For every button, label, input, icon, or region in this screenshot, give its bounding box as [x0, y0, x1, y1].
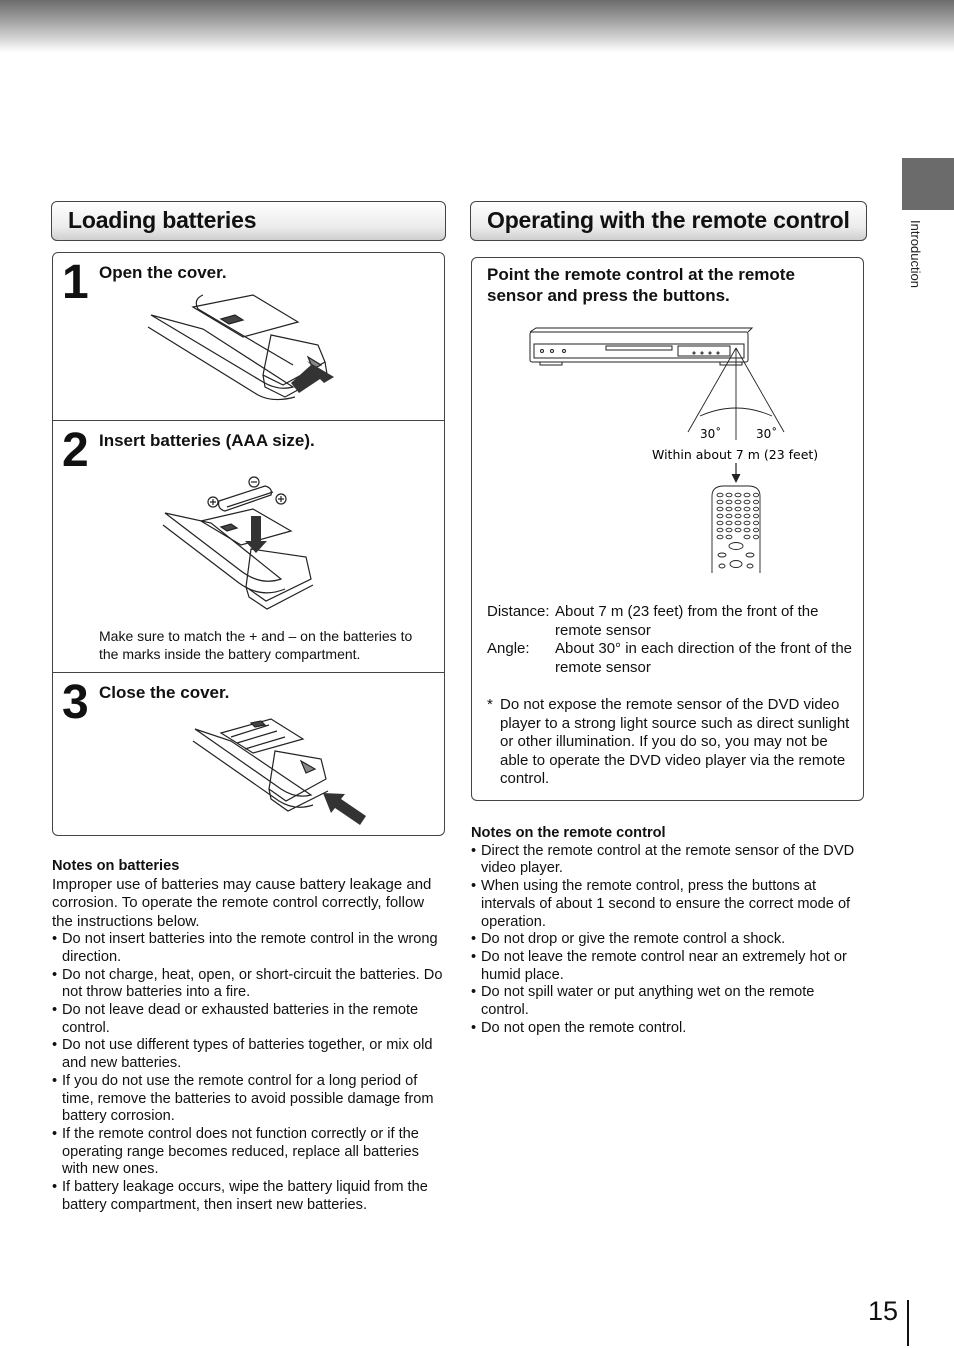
step-title: Close the cover. — [99, 683, 230, 702]
remote-notes-list — [471, 843, 866, 1038]
battery-notes-heading: Notes on batteries — [52, 858, 180, 874]
angle-label-left: 30˚ — [700, 427, 722, 441]
page-number: 15 — [868, 1296, 899, 1326]
remote-control-icon — [712, 486, 760, 573]
section-tab-marker — [902, 158, 954, 210]
list-item: • Do not use different types of batteries together, or mix old and new batteries. — [52, 1037, 447, 1072]
list-item: • Do not open the remote control. — [471, 1020, 866, 1038]
list-item: • If you do not use the remote control for a long period of time, remove the batteries to avoid possible damage from battery corrosion. — [52, 1073, 447, 1126]
remote-operation-heading: Point the remote control at the remote sensor and press the buttons. — [487, 265, 795, 305]
step-number: 1 — [62, 256, 89, 309]
remote-notes-heading: Notes on the remote control — [471, 825, 666, 841]
battery-steps — [52, 252, 445, 836]
angle-label-right: 30˚ — [756, 427, 778, 441]
step-title: Open the cover. — [99, 263, 227, 282]
list-item: • Do not charge, heat, open, or short-circuit the batteries. Do not throw batteries into a fire. — [52, 967, 447, 1002]
battery-polarity-note: Make sure to match the + and – on the batteries to the marks inside the battery compartment. — [99, 628, 413, 662]
loading-batteries-title: Loading batteries — [68, 207, 257, 233]
operating-remote-title: Operating with the remote control — [487, 207, 850, 233]
step-number: 2 — [62, 424, 89, 477]
remote-notes — [471, 825, 866, 1037]
angle-value: About 30° in each direction of the front of the remote sensor — [555, 640, 853, 676]
list-item: • Do not leave dead or exhausted batteries in the remote control. — [52, 1002, 447, 1037]
list-item: • If the remote control does not function correctly or if the operating range becomes reduced, replace all batteries with new ones. — [52, 1126, 447, 1179]
remote-range-diagram — [528, 328, 819, 578]
header-gradient-bar — [0, 0, 954, 52]
angle-spec — [487, 640, 857, 678]
list-item: • Do not drop or give the remote control a shock. — [471, 931, 866, 949]
page-number-rule — [907, 1300, 909, 1346]
distance-label: Distance: — [487, 603, 550, 620]
range-label: Within about 7 m (23 feet) — [652, 447, 819, 462]
step-title: Insert batteries (AAA size). — [99, 431, 315, 450]
step-number: 3 — [62, 676, 89, 729]
step-3 — [53, 673, 444, 835]
step-1 — [53, 253, 444, 421]
list-item: • Do not spill water or put anything wet on the remote control. — [471, 984, 866, 1019]
battery-notes-list — [52, 931, 447, 1214]
open-cover-illustration — [143, 287, 343, 412]
list-item: • Do not leave the remote control near an extremely hot or humid place. — [471, 949, 866, 984]
caution-text: Do not expose the remote sensor of the DVD video player to a strong light source such as direct sunlight or other illumination. If you do so, you may not be able to operate the DVD video player via the remote control. — [500, 696, 850, 787]
close-cover-illustration — [191, 711, 371, 831]
battery-notes-intro: Improper use of batteries may cause battery leakage and corrosion. To operate the remote control correctly, follow the instructions below. — [52, 875, 432, 930]
loading-batteries-header — [51, 201, 446, 241]
remote-operation-box — [471, 257, 864, 801]
caution-mark: * — [487, 696, 493, 713]
insert-batteries-illustration — [161, 461, 361, 611]
list-item: • Direct the remote control at the remote sensor of the DVD video player. — [471, 843, 866, 878]
operating-remote-header — [470, 201, 867, 241]
section-tab-label: Introduction — [908, 220, 923, 288]
battery-notes — [52, 858, 447, 1214]
list-item: • When using the remote control, press the buttons at intervals of about 1 second to ensure the correct mode of operation. — [471, 878, 866, 931]
step-2 — [53, 421, 444, 673]
angle-label: Angle: — [487, 640, 530, 657]
distance-spec — [487, 603, 857, 641]
list-item: • Do not insert batteries into the remote control in the wrong direction. — [52, 931, 447, 966]
list-item: • If battery leakage occurs, wipe the battery liquid from the battery compartment, then insert new batteries. — [52, 1179, 447, 1214]
distance-value: About 7 m (23 feet) from the front of the remote sensor — [555, 603, 819, 639]
